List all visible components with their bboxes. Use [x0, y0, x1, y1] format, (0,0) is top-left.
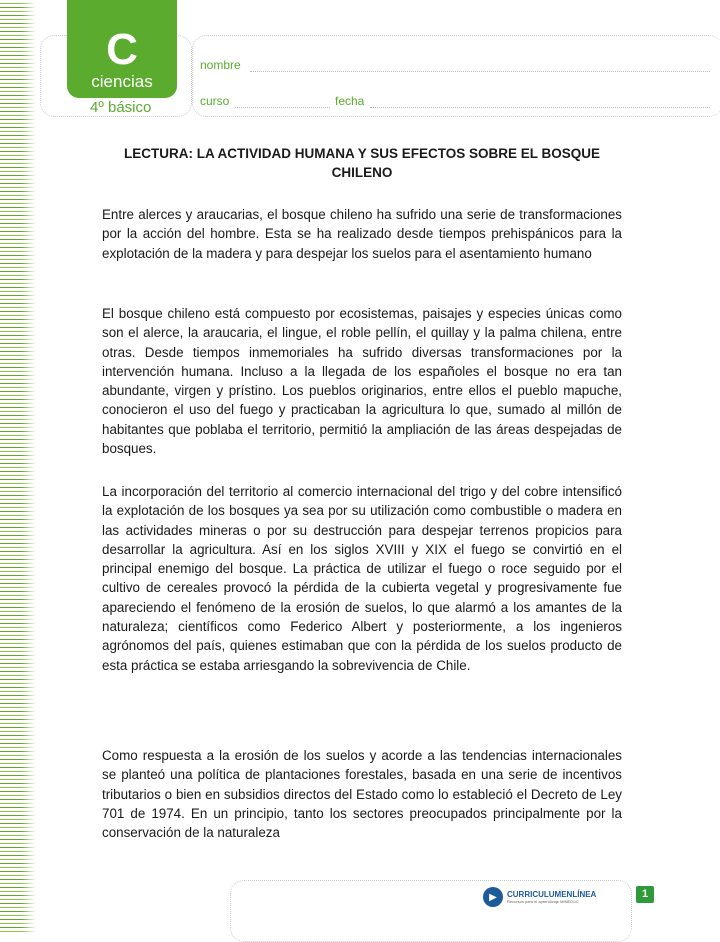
reading-title: LECTURA: LA ACTIVIDAD HUMANA Y SUS EFECTOS SOBRE EL BOSQUE CHILENO — [123, 146, 601, 180]
fecha-field[interactable] — [370, 107, 710, 108]
curso-field[interactable] — [235, 107, 330, 108]
fecha-label: fecha — [335, 94, 365, 108]
curso-label: curso — [200, 94, 230, 108]
play-icon: ▶ — [483, 887, 503, 907]
brand-tagline: Recursos para el aprendizaje MINEDUC — [507, 899, 579, 904]
student-info-frame — [192, 35, 720, 117]
subject-label: ciencias — [91, 72, 153, 91]
brand-name: CURRICULUMENLÍNEA — [507, 890, 597, 899]
page-number: 1 — [636, 886, 654, 903]
paragraph-4: Como respuesta a la erosión de los suelos y acorde a las tendencias internacionales se planteó una política de plantaciones forestales, basada en una serie de incentivos tributarios o bien en subsidios directos del Estado como lo estableció el Decreto de Ley 701 de 1974. En un principio, tanto los sectores preocupados principalmente por la conservación de la naturaleza — [102, 748, 622, 841]
grade-label: 4º básico — [90, 99, 152, 116]
subject-logo — [67, 0, 177, 98]
paragraph-2: El bosque chileno está compuesto por ecosistemas, paisajes y especies únicas como son el alerce, la araucaria, el lingue, el roble pellín, el quillay y la palma chilena, entre otras. Desde tiempos inmemoriales ha sufrido diversas transformaciones por la intervención humana. Incluso a la llegada de los españoles el bosque no era tan abundante, virgen y prístino. Los pueblos originarios, entre ellos el pueblo mapuche, conocieron el uso del fuego y practicaban la agricultura lo que, sumado al millón de habitantes que poblaba el territorio, permitió la ampliación de las áreas despejadas de bosques. — [102, 306, 622, 457]
logo-letter: C — [106, 25, 138, 74]
curriculum-logo — [483, 887, 596, 907]
paragraph-3: La incorporación del territorio al comercio internacional del trigo y del cobre intensificó la explotación de los bosques ya sea por su utilización como combustible o madera en las actividades mineras o por su destrucción para despejar terrenos propicios para desarrollar la agricultura. Así en los siglos XVIII y XIX el fuego se convirtió en el principal enemigo del bosque. La práctica de utilizar el fuego o roce seguido por el cultivo de cereales provocó la pérdida de la cubierta vegetal y progresivamente fue apareciendo el fenómeno de la erosión de suelos, lo que alarmó a los amantes de la naturaleza; científicos como Federico Albert y posteriormente, a los ingenieros agrónomos del país, quienes estimaban que con la pérdida de los suelos producto de esta práctica se estaba arriesgando la sobrevivencia de Chile. — [102, 484, 622, 673]
grass-border-decoration — [0, 0, 36, 934]
nombre-label: nombre — [200, 58, 241, 72]
paragraph-1: Entre alerces y araucarias, el bosque chileno ha sufrido una serie de transformaciones por la acción del hombre. Esta se ha realizado desde tiempos prehispánicos para la explotación de la madera y para despejar los suelos para el asentamiento humano — [102, 207, 622, 261]
nombre-field[interactable] — [250, 71, 710, 72]
